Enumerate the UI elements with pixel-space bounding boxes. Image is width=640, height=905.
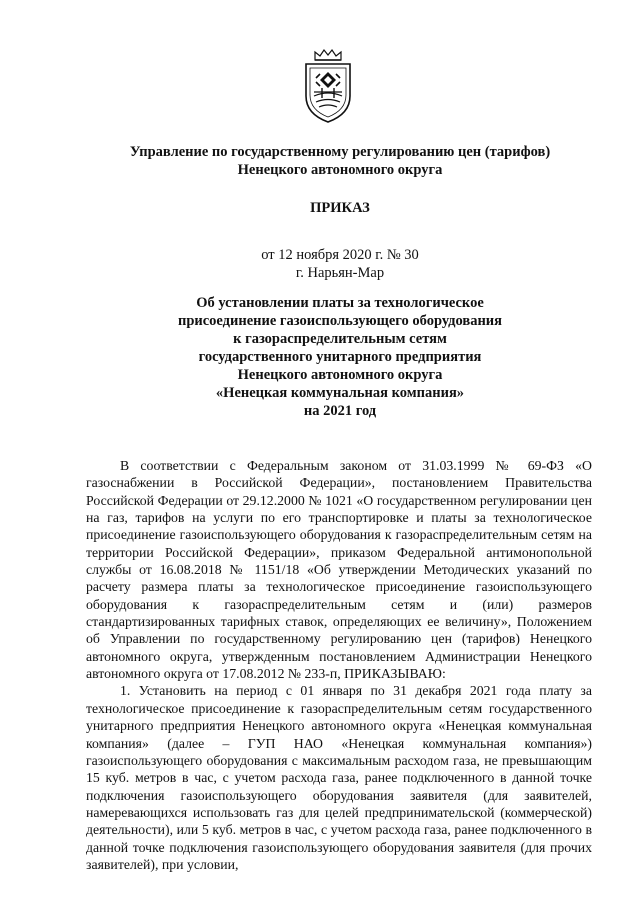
document-body <box>86 457 592 873</box>
title-line: Ненецкого автономного округа <box>237 367 443 383</box>
preamble-paragraph: В соответствии с Федеральным законом от 31.03.1999 № 69-ФЗ «О газоснабжении в Российской Федерации», постановлением Правительства Российской Федерации от 29.12.2000 № 1021 «О государственном регулировании цен на газ, тарифов на услуги по его транспортировке и платы за технологическое присоединение газоиспользующего оборудования к газораспределительным сетям на территории Российской Федерации», приказом Федеральной антимонопольной службы от 16.08.2018 № 1151/18 «Об утверждении Методических указаний по расчету размера платы за технологическое присоединение газоиспользующего оборудования к газораспределительным сетям и (или) размеров стандартизированных тарифных ставок, определяющих ее величину», Положением об Управлении по государственному регулированию цен (тарифов) Ненецкого автономного округа, утвержденным постановлением Администрации Ненецкого автономного округа от 17.08.2012 № 233-п, ПРИКАЗЫВАЮ: <box>86 458 592 682</box>
document-meta <box>60 246 620 282</box>
agency-line: Управление по государственному регулированию цен (тарифов) <box>129 144 551 160</box>
title-line: государственного унитарного предприятия <box>198 349 482 365</box>
date-number: от 12 ноября 2020 г. № 30 <box>261 247 419 263</box>
issuing-agency <box>60 143 620 179</box>
coat-of-arms-emblem <box>300 48 356 124</box>
place: г. Нарьян-Мар <box>295 265 385 281</box>
title-line: присоединение газоиспользующего оборудования <box>177 313 503 329</box>
title-line: «Ненецкая коммунальная компания» <box>215 385 465 401</box>
clause-paragraph: 1. Установить на период с 01 января по 31 декабря 2021 года плату за технологическое присоединение к газораспределительным сетям государственного унитарного предприятия Ненецкого автономного округа «Ненецкая коммунальная компания» (далее – ГУП НАО «Ненецкая коммунальная компания») газоиспользующего оборудования с максимальным расходом газа, не превышающим 15 куб. метров в час, с учетом расхода газа, ранее подключенного в данной точке подключения газоиспользующего оборудования заявителя (для заявителей, намеревающихся использовать газ для целей предпринимательской (коммерческой) деятельности), или 5 куб. метров в час, с учетом расхода газа, ранее подключенного в данной точке подключения газоиспользующего оборудования заявителя (для прочих заявителей), при условии, <box>86 683 592 872</box>
title-line: на 2021 год <box>303 403 377 419</box>
agency-line: Ненецкого автономного округа <box>237 162 443 178</box>
emblem-icon <box>300 48 356 124</box>
title-line: к газораспределительным сетям <box>233 331 447 347</box>
document-title <box>60 294 620 420</box>
document-type: ПРИКАЗ <box>310 200 370 216</box>
title-line: Об установлении платы за технологическое <box>196 295 484 311</box>
